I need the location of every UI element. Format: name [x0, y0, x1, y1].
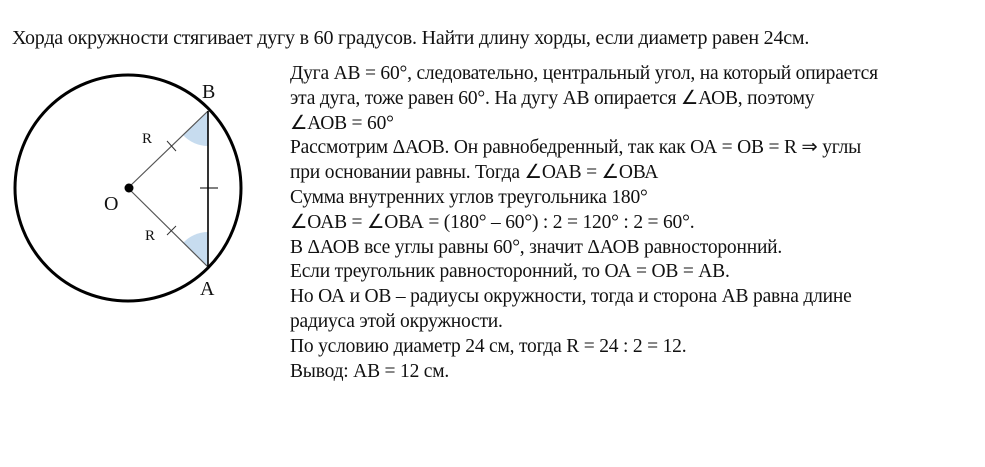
solution-line: По условию диаметр 24 см, тогда R = 24 : 2 = 12. — [290, 335, 687, 357]
problem-statement: Хорда окружности стягивает дугу в 60 градусов. Найти длину хорды, если диаметр равен 24см. — [12, 27, 810, 49]
label-o: O — [104, 193, 119, 215]
angle-b-arc — [183, 111, 208, 146]
angle-a-arc — [183, 232, 208, 267]
label-b: B — [202, 81, 216, 103]
solution-line: Вывод: АВ = 12 см. — [290, 360, 450, 382]
solution-line: эта дуга, тоже равен 60°. На дугу АВ опирается ∠АОВ, поэтому — [290, 87, 815, 109]
solution-line: Если треугольник равносторонний, то ОА = ОВ = АВ. — [290, 261, 730, 283]
circle-diagram — [0, 0, 300, 320]
solution-line: Но ОА и ОВ – радиусы окружности, тогда и сторона АВ равна длине — [290, 286, 852, 308]
solution-line: радиуса этой окружности. — [290, 310, 503, 332]
solution-line: ∠АОВ = 60° — [290, 112, 394, 134]
center-point — [125, 184, 134, 193]
solution-line: В ΔАОВ все углы равны 60°, значит ΔАОВ равносторонний. — [290, 236, 783, 258]
solution-line: при основании равны. Тогда ∠ОАВ = ∠ОВА — [290, 162, 659, 184]
radius-oa — [128, 188, 208, 267]
solution-text — [290, 62, 878, 384]
label-r-ob: R — [142, 131, 153, 147]
radius-ob — [128, 111, 208, 188]
label-a: A — [200, 278, 215, 300]
solution-line: ∠ОАВ = ∠ОВА = (180° – 60°) : 2 = 120° : 2 = 60°. — [290, 211, 695, 233]
solution-line: Рассмотрим ΔАОВ. Он равнобедренный, так как ОА = ОВ = R ⇒ углы — [290, 137, 862, 159]
label-r-oa: R — [145, 228, 156, 244]
solution-line: Сумма внутренних углов треугольника 180° — [290, 186, 648, 208]
solution-line: Дуга АВ = 60°, следовательно, центральный угол, на который опирается — [290, 63, 878, 84]
